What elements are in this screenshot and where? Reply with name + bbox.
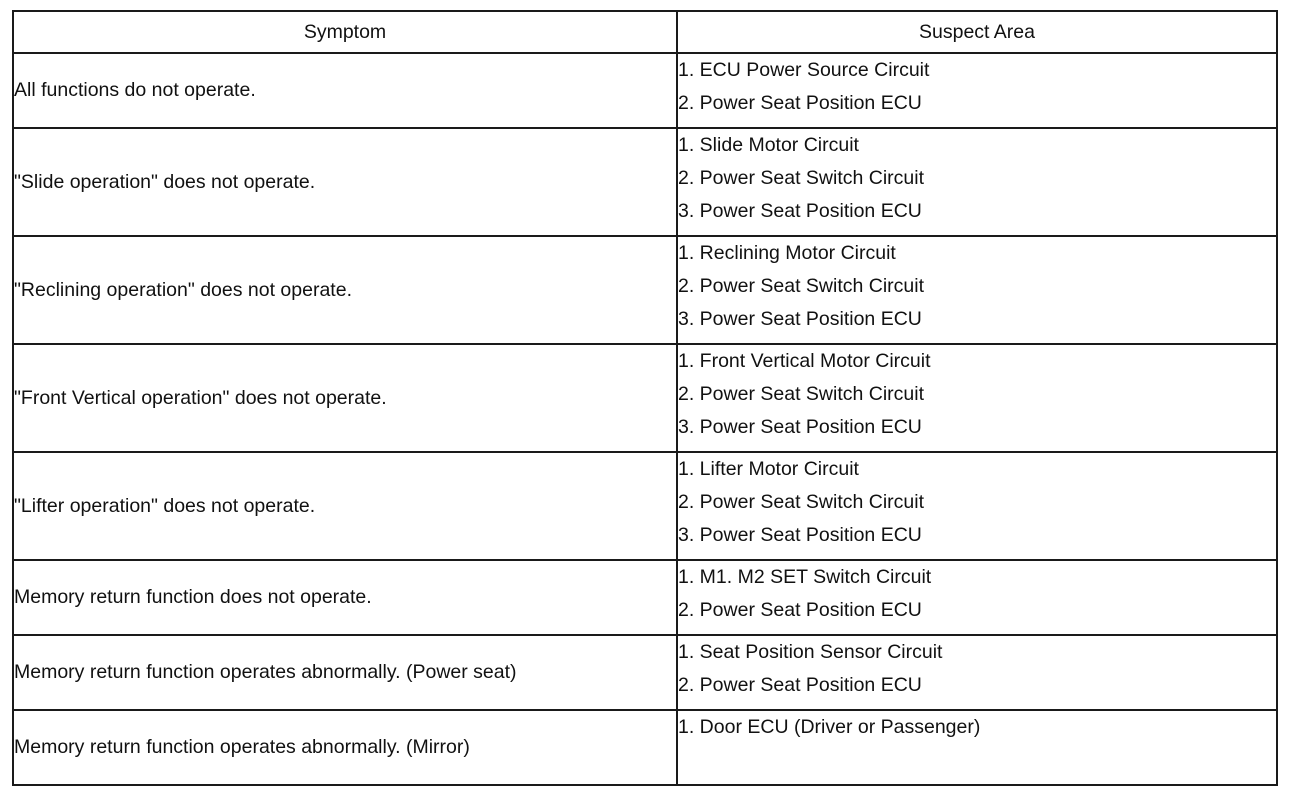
suspect-area-item: 1. Reclining Motor Circuit: [678, 242, 896, 264]
table-row: [13, 344, 1277, 452]
suspect-area-item: 1. ECU Power Source Circuit: [678, 59, 930, 81]
suspect-area-item: 2. Power Seat Switch Circuit: [678, 383, 925, 405]
suspect-area-cell: [677, 128, 1277, 236]
symptom-cell: "Slide operation" does not operate.: [13, 128, 677, 236]
suspect-area-item: 1. Lifter Motor Circuit: [678, 458, 859, 480]
symptom-cell: Memory return function operates abnormally. (Power seat): [13, 635, 677, 710]
symptom-cell: Memory return function operates abnormally. (Mirror): [13, 710, 677, 785]
symptom-cell: "Lifter operation" does not operate.: [13, 452, 677, 560]
suspect-area-item: 1. Door ECU (Driver or Passenger): [678, 716, 981, 738]
suspect-area-item: 2. Power Seat Position ECU: [678, 674, 922, 696]
suspect-area-cell: [677, 710, 1277, 785]
symptom-cell: "Front Vertical operation" does not operate.: [13, 344, 677, 452]
symptom-cell: "Reclining operation" does not operate.: [13, 236, 677, 344]
suspect-area-item: 3. Power Seat Position ECU: [678, 416, 922, 438]
suspect-area-list: [678, 636, 1276, 702]
suspect-area-list: [678, 711, 1276, 744]
table-row: [13, 710, 1277, 785]
suspect-area-list: [678, 561, 1276, 627]
suspect-area-item: 2. Power Seat Position ECU: [678, 599, 922, 621]
suspect-area-list: [678, 54, 1276, 120]
suspect-area-item: 2. Power Seat Switch Circuit: [678, 491, 925, 513]
suspect-area-item: 1. Seat Position Sensor Circuit: [678, 641, 943, 663]
suspect-area-item: 2. Power Seat Switch Circuit: [678, 167, 925, 189]
suspect-area-cell: [677, 452, 1277, 560]
suspect-area-cell: [677, 53, 1277, 128]
symptom-cell: All functions do not operate.: [13, 53, 677, 128]
suspect-area-cell: [677, 560, 1277, 635]
suspect-area-item: 3. Power Seat Position ECU: [678, 308, 922, 330]
symptom-cell: Memory return function does not operate.: [13, 560, 677, 635]
suspect-area-list: [678, 345, 1276, 444]
suspect-area-item: 1. Front Vertical Motor Circuit: [678, 350, 931, 372]
suspect-area-item: 3. Power Seat Position ECU: [678, 524, 922, 546]
suspect-area-list: [678, 129, 1276, 228]
suspect-area-item: 1. M1. M2 SET Switch Circuit: [678, 566, 932, 588]
table-row: [13, 236, 1277, 344]
troubleshooting-table-container: [12, 10, 1276, 786]
suspect-area-list: [678, 453, 1276, 552]
table-row: [13, 560, 1277, 635]
suspect-area-item: 1. Slide Motor Circuit: [678, 134, 859, 156]
suspect-area-item: 3. Power Seat Position ECU: [678, 200, 922, 222]
suspect-area-item: 2. Power Seat Position ECU: [678, 92, 922, 114]
suspect-area-cell: [677, 236, 1277, 344]
suspect-area-list: [678, 237, 1276, 336]
suspect-area-column-header: Suspect Area: [677, 11, 1277, 53]
troubleshooting-table: [12, 10, 1278, 786]
symptom-column-header: Symptom: [13, 11, 677, 53]
suspect-area-cell: [677, 635, 1277, 710]
suspect-area-item: 2. Power Seat Switch Circuit: [678, 275, 925, 297]
table-row: [13, 53, 1277, 128]
table-row: [13, 128, 1277, 236]
table-header-row: [13, 11, 1277, 53]
table-row: [13, 452, 1277, 560]
suspect-area-cell: [677, 344, 1277, 452]
table-row: [13, 635, 1277, 710]
